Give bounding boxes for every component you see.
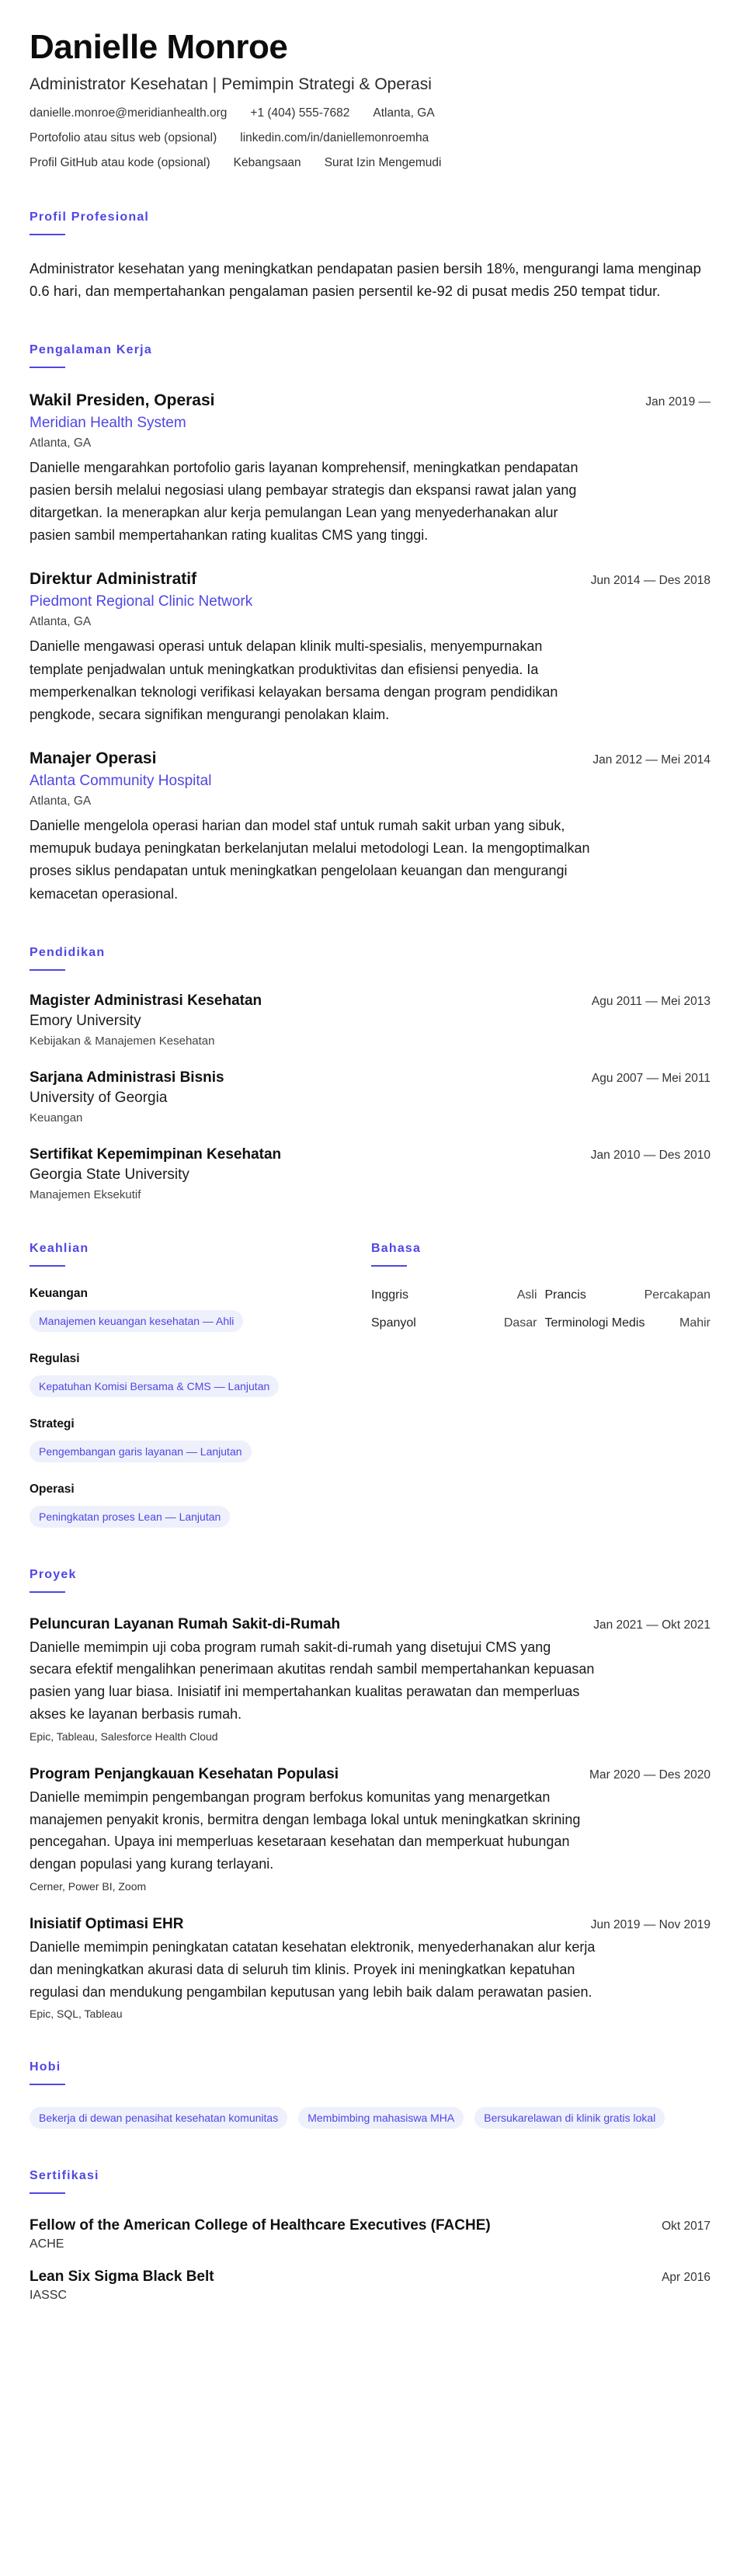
- field-of-study: Manajemen Eksekutif: [30, 1187, 141, 1201]
- certification-name: Lean Six Sigma Black Belt: [30, 2268, 214, 2286]
- projects-section: [30, 1568, 710, 2021]
- project-dates: Jan 2021 — Okt 2021: [593, 1618, 710, 1632]
- language-item: [371, 1288, 537, 1302]
- education-dates: Agu 2007 — Mei 2011: [591, 1071, 710, 1085]
- section-title: Keahlian: [30, 1241, 89, 1255]
- languages-column: [371, 1242, 710, 1528]
- skill-chip: Kepatuhan Komisi Bersama & CMS — Lanjutan: [30, 1375, 279, 1397]
- project-tools: Epic, Tableau, Salesforce Health Cloud: [30, 1730, 218, 1743]
- extras-row: [30, 156, 710, 170]
- experience-entry: [30, 570, 710, 726]
- field-of-study: Kebijakan & Manajemen Kesehatan: [30, 1034, 215, 1048]
- project-entry: [30, 1916, 710, 2020]
- school: University of Georgia: [30, 1089, 168, 1106]
- languages-list: [371, 1288, 710, 1330]
- job-description: Danielle mengawasi operasi untuk delapan klinik multi-spesialis, menyempurnakan template penjadwalan untuk meningkatkan produktivitas dan efisiensi penyedia. Ia memperkenalkan teknologi verifikasi kelayakan bersama dengan program pendidikan pengkode, secara signifikan mengurangi penolakan klaim.: [30, 638, 558, 722]
- job-location: Atlanta, GA: [30, 794, 92, 808]
- hobby-chip: Bersukarelawan di klinik gratis lokal: [474, 2107, 665, 2129]
- job-location: Atlanta, GA: [30, 615, 92, 629]
- section-title: Pendidikan: [30, 945, 106, 959]
- section-divider: [30, 234, 65, 235]
- education-entry: [30, 993, 710, 1048]
- hobbies-section: [30, 2060, 710, 2129]
- project-description: Danielle memimpin pengembangan program berfokus komunitas yang menargetkan manajemen penyakit kronis, bermitra dengan lembaga lokal untuk meningkatkan skrining pencegahan. Upaya ini memperluas kesetaraan kesehatan dan memperkuat hubungan dengan populasi yang kurang terlayani.: [30, 1789, 581, 1872]
- project-description: Danielle memimpin uji coba program rumah sakit-di-rumah yang disetujui CMS yang secara efektif mengalihkan penerimaan akutitas rendah sambil mempertahankan kepuasan pasien yang luar biasa. Inisiatif ini mempertahankan kualitas perawatan dan memperluas akses ke layanan berbasis rumah.: [30, 1639, 595, 1723]
- school: Emory University: [30, 1012, 141, 1029]
- location: Atlanta, GA: [373, 106, 435, 120]
- project-tools: Epic, SQL, Tableau: [30, 2008, 123, 2021]
- links-row: [30, 131, 710, 145]
- section-divider: [371, 1265, 407, 1267]
- language-name: Spanyol: [371, 1316, 416, 1330]
- language-level: Dasar: [503, 1316, 537, 1330]
- language-name: Inggris: [371, 1288, 409, 1302]
- degree: Sertifikat Kepemimpinan Kesehatan: [30, 1145, 282, 1163]
- section-title: Sertifikasi: [30, 2169, 99, 2183]
- job-title: Manajer Operasi: [30, 749, 157, 768]
- profile-summary: Administrator kesehatan yang meningkatkan pendapatan pasien bersih 18%, mengurangi lama menginap 0.6 hari, dan mempertahankan pengalaman pasien persentil ke-92 di pusat medis 250 tempat tidur.: [30, 259, 701, 300]
- certification-issuer: IASSC: [30, 2289, 68, 2303]
- job-dates: Jan 2019 —: [645, 395, 710, 408]
- drivers-license: Surat Izin Mengemudi: [324, 155, 442, 169]
- section-divider: [30, 969, 65, 971]
- section-title: Proyek: [30, 1567, 77, 1581]
- experience-entry: [30, 391, 710, 548]
- education-dates: Agu 2011 — Mei 2013: [591, 994, 710, 1008]
- certification-issuer: ACHE: [30, 2237, 64, 2251]
- experience-section: [30, 343, 710, 906]
- certification-entry: [30, 2268, 710, 2303]
- education-dates: Jan 2010 — Des 2010: [590, 1148, 710, 1162]
- section-divider: [30, 1591, 65, 1593]
- certification-date: Okt 2017: [662, 2220, 710, 2234]
- phone-link[interactable]: +1 (404) 555-7682: [250, 106, 350, 120]
- language-level: Mahir: [679, 1316, 710, 1330]
- linkedin-link[interactable]: linkedin.com/in/daniellemonroemha: [240, 130, 429, 144]
- project-entry: [30, 1766, 710, 1893]
- section-title: Bahasa: [371, 1241, 422, 1255]
- job-description: Danielle mengelola operasi harian dan model staf untuk rumah sakit urban yang sibuk, memupuk budaya peningkatan berkelanjutan melalui metodologi Lean. Ia mengoptimalkan proses siklus pendapatan untuk meningkatkan pengelolaan keuangan dan mengurangi kemacetan operasional.: [30, 818, 590, 902]
- education-section: [30, 946, 710, 1201]
- portfolio-link[interactable]: Portofolio atau situs web (opsional): [30, 130, 217, 144]
- headline: Administrator Kesehatan | Pemimpin Strategi & Operasi: [30, 75, 432, 93]
- employer: Meridian Health System: [30, 414, 186, 431]
- job-dates: Jan 2012 — Mei 2014: [592, 753, 710, 767]
- field-of-study: Keuangan: [30, 1111, 83, 1125]
- section-title: Hobi: [30, 2060, 61, 2074]
- language-item: [545, 1288, 711, 1302]
- degree: Sarjana Administrasi Bisnis: [30, 1069, 224, 1086]
- skill-category: Operasi: [30, 1482, 75, 1496]
- employer: Piedmont Regional Clinic Network: [30, 593, 253, 610]
- experience-entry: [30, 749, 710, 906]
- language-level: Percakapan: [644, 1288, 710, 1302]
- project-dates: Mar 2020 — Des 2020: [589, 1768, 710, 1782]
- certification-entry: [30, 2217, 710, 2251]
- email-link[interactable]: danielle.monroe@meridianhealth.org: [30, 106, 228, 120]
- language-name: Prancis: [544, 1288, 586, 1302]
- project-description: Danielle memimpin peningkatan catatan kesehatan elektronik, menyederhanakan alur kerja dan meningkatkan akurasi data di seluruh tim klinis. Proyek ini meningkatkan kepatuhan regulasi dan mendukung pengambilan keputusan yang lebih baik dalam perawatan pasien.: [30, 1939, 596, 2000]
- degree: Magister Administrasi Kesehatan: [30, 992, 262, 1009]
- language-item: [545, 1316, 711, 1330]
- citizenship: Kebangsaan: [233, 155, 301, 169]
- section-divider: [30, 2192, 65, 2194]
- job-dates: Jun 2014 — Des 2018: [590, 574, 710, 588]
- language-item: [371, 1316, 537, 1330]
- project-tools: Cerner, Power BI, Zoom: [30, 1880, 147, 1893]
- job-location: Atlanta, GA: [30, 436, 92, 450]
- school: Georgia State University: [30, 1166, 189, 1183]
- certification-date: Apr 2016: [662, 2271, 710, 2285]
- skill-chip: Manajemen keuangan kesehatan — Ahli: [30, 1310, 243, 1332]
- skill-chip: Peningkatan proses Lean — Lanjutan: [30, 1506, 230, 1528]
- contact-row: [30, 106, 710, 120]
- project-entry: [30, 1616, 710, 1743]
- job-description: Danielle mengarahkan portofolio garis layanan komprehensif, meningkatkan pendapatan pasien bersih melalui negosiasi ulang pembayar strategis dan ekspansi rawat jalan yang ditargetkan. Ia menerapkan alur kerja pemulangan Lean yang menyederhanakan alur pasien sambil mempertahankan rating kualitas CMS yang tinggi.: [30, 459, 578, 544]
- resume-header: [30, 28, 710, 170]
- language-name: Terminologi Medis: [544, 1316, 645, 1330]
- skills-languages-section: [30, 1242, 710, 1528]
- hobby-chip: Bekerja di dewan penasihat kesehatan komunitas: [30, 2107, 287, 2129]
- job-title: Wakil Presiden, Operasi: [30, 391, 215, 409]
- section-divider: [30, 367, 65, 368]
- section-divider: [30, 2084, 65, 2085]
- project-dates: Jun 2019 — Nov 2019: [590, 1918, 710, 1932]
- skill-category: Regulasi: [30, 1351, 80, 1365]
- skills-column: [30, 1242, 340, 1528]
- section-title: Pengalaman Kerja: [30, 342, 152, 356]
- hobby-list: [30, 2098, 710, 2129]
- employer: Atlanta Community Hospital: [30, 773, 212, 790]
- section-title: Profil Profesional: [30, 210, 150, 224]
- section-divider: [30, 1265, 65, 1267]
- language-level: Asli: [516, 1288, 537, 1302]
- education-entry: [30, 1146, 710, 1201]
- github-link[interactable]: Profil GitHub atau kode (opsional): [30, 155, 210, 169]
- project-name: Program Penjangkauan Kesehatan Populasi: [30, 1765, 339, 1782]
- certification-name: Fellow of the American College of Healthcare Executives (FACHE): [30, 2217, 491, 2234]
- project-name: Inisiatif Optimasi EHR: [30, 1916, 184, 1933]
- skill-category: Strategi: [30, 1417, 75, 1431]
- education-entry: [30, 1069, 710, 1125]
- hobby-chip: Membimbing mahasiswa MHA: [298, 2107, 464, 2129]
- skill-chip: Pengembangan garis layanan — Lanjutan: [30, 1441, 252, 1462]
- job-title: Direktur Administratif: [30, 570, 197, 589]
- profile-section: [30, 210, 710, 303]
- project-name: Peluncuran Layanan Rumah Sakit-di-Rumah: [30, 1615, 341, 1632]
- skill-category: Keuangan: [30, 1286, 88, 1300]
- candidate-name: Danielle Monroe: [30, 28, 288, 66]
- certifications-section: [30, 2169, 710, 2303]
